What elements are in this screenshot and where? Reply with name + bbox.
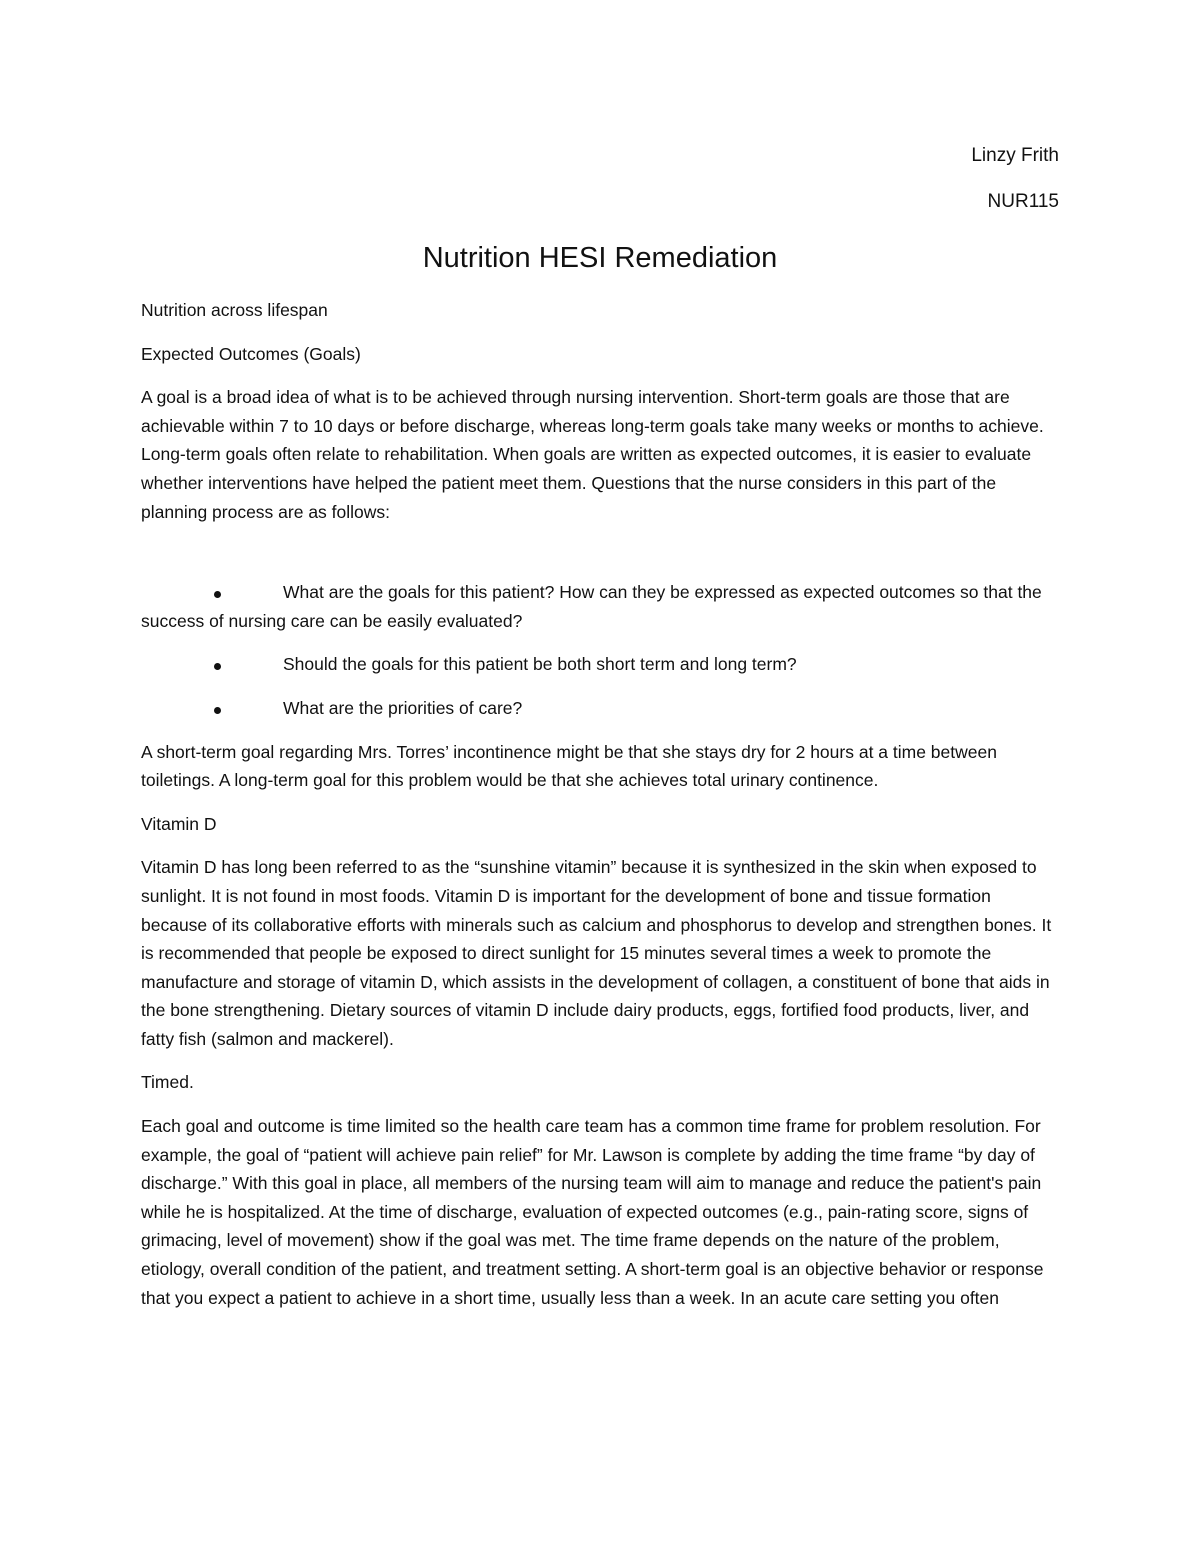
document-body: [141, 296, 1061, 1327]
vitamin-paragraph: Vitamin D has long been referred to as the “sunshine vitamin” because it is synthesized in the skin when exposed to sunlight. It is not found in most foods. Vitamin D is important for the development of bone and tissue formation because of its collaborative efforts with minerals such as calcium and phosphorus to develop and strengthen bones. It is recommended that people be exposed to direct sunlight for 15 minutes several times a week to promote the manufacture and storage of vitamin D, which assists in the development of collagen, a constituent of bone that aids in the bone strengthening. Dietary sources of vitamin D include dairy products, eggs, fortified food products, liver, and fatty fish (salmon and mackerel).: [141, 857, 1052, 1049]
goals-heading: Expected Outcomes (Goals): [141, 343, 361, 364]
course-code: NUR115: [987, 191, 1059, 212]
list-item-text: What are the goals for this patient? How can they be expressed as expected outcomes so that the success of nursing care can be easily evaluated?: [141, 582, 1042, 631]
questions-list: [141, 578, 1061, 722]
vitamin-heading: Vitamin D: [141, 813, 217, 834]
author-name: Linzy Frith: [971, 145, 1059, 166]
example-paragraph: A short-term goal regarding Mrs. Torres’ incontinence might be that she stays dry for 2 hours at a time between toiletings. A long-term goal for this problem would be that she achieves total urinary continence.: [141, 741, 997, 791]
goals-paragraph: A goal is a broad idea of what is to be achieved through nursing intervention. Short-term goals are those that are achievable within 7 to 10 days or before discharge, whereas long-term goals take many weeks or months to achieve. Long-term goals often relate to rehabilitation. When goals are written as expected outcomes, it is easier to evaluate whether interventions have helped the patient meet them. Questions that the nurse considers in this part of the planning process are as follows:: [141, 387, 1044, 522]
list-item: [141, 694, 1061, 723]
bullet-icon: [214, 707, 221, 714]
list-item-text: What are the priorities of care?: [283, 697, 523, 718]
list-item-text: Should the goals for this patient be both short term and long term?: [283, 654, 797, 675]
bullet-icon: [214, 591, 221, 598]
list-item: [141, 650, 1061, 679]
bullet-icon: [214, 663, 221, 670]
document-title: Nutrition HESI Remediation: [422, 242, 778, 274]
timed-heading: Timed.: [141, 1072, 194, 1093]
topic-heading: Nutrition across lifespan: [141, 300, 328, 320]
list-item: [141, 578, 1061, 635]
timed-paragraph: Each goal and outcome is time limited so the health care team has a common time frame for problem resolution. For example, the goal of “patient will achieve pain relief” for Mr. Lawson is complete by adding the time frame “by day of discharge.” With this goal in place, all members of the nursing team will aim to manage and reduce the patient's pain while he is hospitalized. At the time of discharge, evaluation of expected outcomes (e.g., pain-rating score, signs of grimacing, level of movement) show if the goal was met. The time frame depends on the nature of the problem, etiology, overall condition of the patient, and treatment setting. A short-term goal is an objective behavior or response that you expect a patient to achieve in a short time, usually less than a week. In an acute care setting you often: [141, 1116, 1044, 1308]
